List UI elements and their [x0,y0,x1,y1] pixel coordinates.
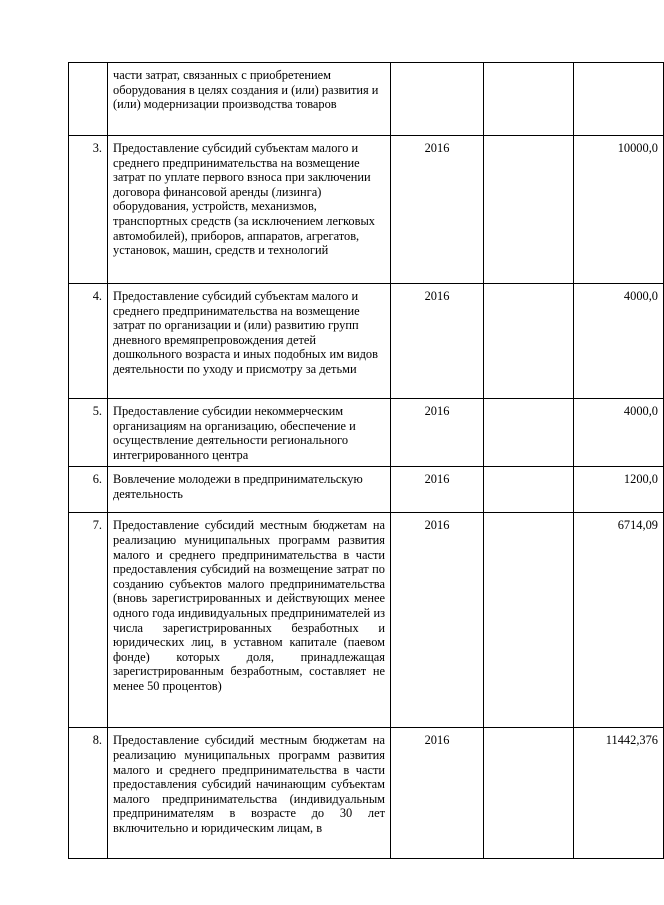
table-row [69,513,664,728]
row-year-cell: 2016 [391,467,484,513]
row-number-cell: 6. [69,467,108,513]
table-row [69,467,664,513]
row-empty-cell [484,284,574,399]
row-empty-cell [484,728,574,859]
row-number-cell [69,63,108,136]
table-row [69,399,664,467]
row-amount-cell: 6714,09 [574,513,664,728]
row-description-cell: Вовлечение молодежи в предпринимательскую деятельность [108,467,391,513]
table-row [69,728,664,859]
row-empty-cell [484,467,574,513]
row-number-cell: 5. [69,399,108,467]
row-year-cell: 2016 [391,136,484,284]
row-year-cell: 2016 [391,284,484,399]
row-amount-cell: 4000,0 [574,399,664,467]
program-table [68,62,664,859]
program-table-body [69,63,664,859]
row-empty-cell [484,136,574,284]
row-number-cell: 8. [69,728,108,859]
row-year-cell: 2016 [391,513,484,728]
table-row [69,63,664,136]
row-description-cell: Предоставление субсидий местным бюджетам на реализацию муниципальных программ развития малого и среднего предпринимательства в части предоставления субсидий на возмещение затрат по созданию субъектов малого предпринимательства (вновь зарегистрированных и действующих менее одного года индивидуальных предпринимателей из числа зарегистрированных безработных и юридических лиц, в уставном капитале (паевом фонде) которых доля, принадлежащая зарегистрированным безработным, составляет не менее 50 процентов) [108,513,391,728]
row-year-cell: 2016 [391,728,484,859]
row-amount-cell [574,63,664,136]
row-description-cell: части затрат, связанных с приобретением оборудования в целях создания и (или) развития и (или) модернизации производства товаров [108,63,391,136]
row-empty-cell [484,399,574,467]
row-description-cell: Предоставление субсидий местным бюджетам на реализацию муниципальных программ развития малого и среднего предпринимательства в части предоставления субсидий начинающим субъектам малого предпринимательства (индивидуальным предпринимателям в возрасте до 30 лет включительно и юридическим лицам, в [108,728,391,859]
row-amount-cell: 11442,376 [574,728,664,859]
row-year-cell [391,63,484,136]
row-number-cell: 4. [69,284,108,399]
row-description-cell: Предоставление субсидий субъектам малого и среднего предпринимательства на возмещение затрат по организации и (или) развитию групп дневного времяпрепровождения детей дошкольного возраста и иных подобных им видов деятельности по уходу и присмотру за детьми [108,284,391,399]
row-amount-cell: 1200,0 [574,467,664,513]
row-description-cell: Предоставление субсидии некоммерческим организациям на организацию, обеспечение и осуществление деятельности регионального интегрированного центра [108,399,391,467]
row-empty-cell [484,513,574,728]
row-number-cell: 3. [69,136,108,284]
row-year-cell: 2016 [391,399,484,467]
row-description-cell: Предоставление субсидий субъектам малого и среднего предпринимательства на возмещение затрат по уплате первого взноса при заключении договора финансовой аренды (лизинга) оборудования, устройств, механизмов, транспортных средств (за исключением легковых автомобилей), приборов, аппаратов, агрегатов, установок, машин, средств и технологий [108,136,391,284]
table-row [69,136,664,284]
row-amount-cell: 10000,0 [574,136,664,284]
row-empty-cell [484,63,574,136]
row-number-cell: 7. [69,513,108,728]
row-amount-cell: 4000,0 [574,284,664,399]
table-row [69,284,664,399]
